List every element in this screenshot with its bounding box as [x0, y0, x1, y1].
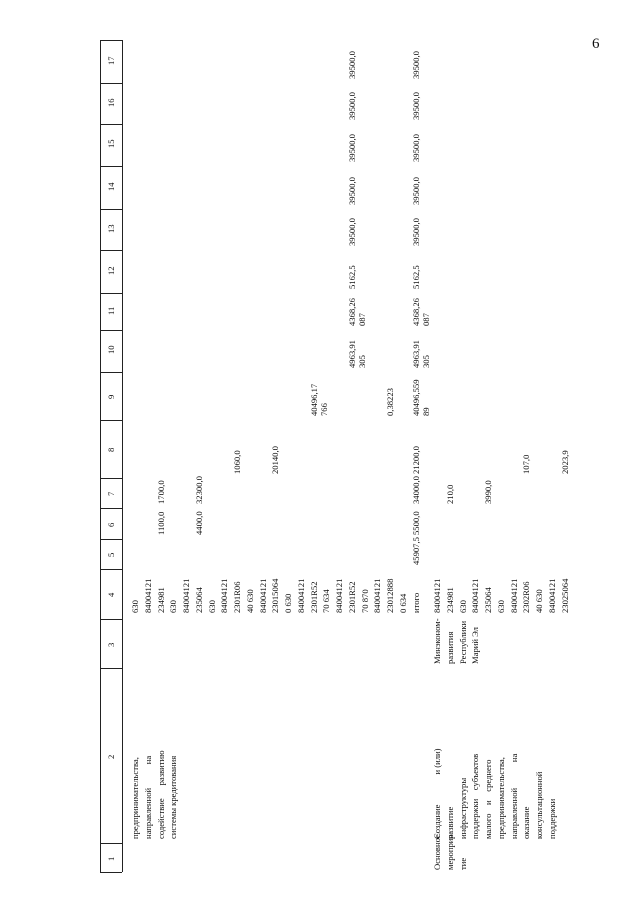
- measure-name-line: Создание и (или): [432, 748, 442, 839]
- column-rule: [100, 420, 122, 421]
- column-rule: [100, 478, 122, 479]
- column-number-15: 15: [106, 139, 116, 148]
- prev-row-name-line: направленной на: [142, 755, 153, 839]
- budget-code-line: 84004121: [508, 578, 519, 613]
- measure-name-line: поддержки: [546, 798, 557, 839]
- column-rule: [100, 166, 122, 167]
- column-rule: [100, 330, 122, 331]
- budget-code-line: 630: [457, 600, 468, 613]
- budget-value-col-17: 39500,0: [346, 51, 357, 79]
- column-number-9: 9: [106, 394, 116, 399]
- budget-value-col-7: 3990,0: [483, 480, 493, 504]
- column-number-2: 2: [106, 754, 116, 759]
- column-rule: [100, 250, 122, 251]
- measure-name-line: направленной на: [508, 753, 519, 839]
- prev-row-code-line: 84004121: [334, 578, 344, 613]
- column-number-16: 16: [106, 97, 116, 107]
- budget-code-line: 235064: [483, 587, 493, 613]
- budget-value-col-10: 4963,91 305: [410, 340, 431, 368]
- budget-code-line: 234981: [444, 587, 455, 613]
- budget-value-col-9: 0,38223: [385, 388, 395, 416]
- prev-row-name-line: системы кредитования: [168, 755, 179, 839]
- budget-value-col-6: 1100,0: [155, 511, 166, 535]
- measure-name-line: поддержки субъектов: [470, 753, 481, 839]
- prev-row-code-line: 23012888: [385, 578, 395, 613]
- page-number: 6: [592, 36, 600, 52]
- column-rule: [100, 539, 122, 540]
- budget-value-col-17: 39500,0: [410, 51, 421, 79]
- budget-value-col-8: 107,0: [521, 454, 532, 474]
- budget-code-line: 630: [495, 600, 506, 613]
- budget-code-line: 84004121: [432, 578, 442, 613]
- executor-line: Минэконом-: [432, 618, 442, 664]
- budget-value-col-9: 40496,559 89: [410, 379, 431, 416]
- budget-value-col-5: 45907,5: [410, 537, 421, 565]
- budget-code-line: 84004121: [546, 578, 557, 613]
- column-rule: [100, 619, 122, 620]
- column-rule: [100, 372, 122, 373]
- column-number-10: 10: [106, 345, 116, 354]
- budget-value-col-16: 39500,0: [410, 92, 421, 120]
- column-rule: [100, 508, 122, 509]
- budget-value-col-16: 39500,0: [346, 92, 357, 120]
- budget-value-col-12: 5162,5: [410, 265, 421, 289]
- budget-value-col-15: 39500,0: [346, 134, 357, 162]
- prev-row-code-line: 0 630: [283, 593, 293, 613]
- column-number-6: 6: [106, 522, 116, 527]
- measure-name-line: инфраструктуры: [457, 777, 468, 839]
- prev-row-name-line: предпринимательства,: [130, 757, 140, 839]
- measure-type-line: мероприя-: [444, 831, 455, 870]
- column-number-7: 7: [106, 491, 116, 496]
- column-number-1: 1: [106, 856, 116, 861]
- budget-value-col-8: 20140,0: [270, 446, 281, 474]
- column-number-11: 11: [106, 306, 116, 315]
- prev-row-name-line: содействие развитию: [155, 750, 166, 839]
- measure-name-line: развитие: [444, 806, 455, 839]
- budget-value-col-6: 5500,0: [410, 511, 421, 535]
- column-number-3: 3: [106, 642, 116, 647]
- measure-type-line: тие: [457, 857, 468, 870]
- column-rule: [100, 569, 122, 570]
- budget-value-col-8: 1060,0: [232, 450, 242, 474]
- executor-line: Марий Эл: [470, 627, 481, 664]
- prev-row-code-line: 235064: [193, 587, 204, 613]
- prev-row-code-line: итого: [410, 592, 421, 613]
- column-number-12: 12: [106, 265, 116, 275]
- budget-value-col-10: 4963,91 305: [346, 340, 367, 368]
- measure-name-line: предпринимательства,: [495, 757, 506, 839]
- budget-value-col-8: 2023,9: [559, 450, 570, 474]
- column-number-8: 8: [106, 447, 116, 452]
- prev-row-code-line: 70 634: [321, 589, 332, 613]
- budget-value-col-11: 4368,26 087: [410, 298, 431, 326]
- prev-row-code-line: 2301R06: [232, 581, 242, 613]
- column-number-13: 13: [106, 223, 116, 233]
- prev-row-code-line: 630: [168, 600, 179, 613]
- budget-value-col-6: 4400,0: [193, 511, 204, 535]
- column-rule: [100, 668, 122, 669]
- prev-row-code-line: 630: [130, 600, 140, 613]
- prev-row-code-line: 84004121: [181, 578, 191, 613]
- prev-row-code-line: 2301R52: [308, 581, 319, 613]
- budget-code-line: 84004121: [470, 578, 481, 613]
- prev-row-code-line: 70 870: [359, 589, 370, 613]
- measure-name-line: консультационной: [534, 771, 544, 839]
- budget-code-line: 23025064: [559, 578, 570, 613]
- budget-value-col-8: 21200,0: [410, 446, 421, 474]
- budget-code-line: 2302R06: [521, 581, 532, 613]
- column-rule: [100, 124, 122, 125]
- measure-type-line: Основное: [432, 834, 442, 870]
- column-rule: [100, 872, 122, 873]
- column-number-14: 14: [106, 181, 116, 191]
- budget-value-col-7: 1700,0: [155, 480, 166, 504]
- column-rule: [100, 843, 122, 844]
- column-number-17: 17: [106, 55, 116, 65]
- budget-value-col-13: 39500,0: [346, 218, 357, 246]
- prev-row-code-line: 234981: [155, 587, 166, 613]
- budget-value-col-9: 40496,17 766: [308, 383, 329, 416]
- executor-line: Республики: [457, 620, 468, 664]
- prev-row-code-line: 84004121: [142, 578, 153, 613]
- budget-value-col-14: 39500,0: [346, 177, 357, 205]
- table-frame-line: [100, 40, 101, 872]
- column-rule: [100, 293, 122, 294]
- budget-value-col-13: 39500,0: [410, 218, 421, 246]
- column-rule: [100, 209, 122, 210]
- column-rule: [100, 40, 122, 41]
- budget-value-col-7: 32300,0: [193, 476, 204, 504]
- budget-code-line: 40 630: [534, 589, 544, 613]
- prev-row-code-line: 84004121: [219, 578, 230, 613]
- measure-name-line: оказание: [521, 806, 532, 839]
- prev-row-code-line: 84004121: [295, 578, 306, 613]
- prev-row-code-line: 84004121: [257, 578, 268, 613]
- measure-name-line: малого и среднего: [483, 759, 493, 839]
- budget-value-col-15: 39500,0: [410, 134, 421, 162]
- prev-row-code-line: 23015064: [270, 578, 281, 613]
- budget-value-col-7: 210,0: [444, 484, 455, 504]
- prev-row-code-line: 630: [206, 600, 217, 613]
- column-number-5: 5: [106, 552, 116, 557]
- table-frame-line: [122, 40, 123, 872]
- prev-row-code-line: 84004121: [372, 578, 383, 613]
- executor-line: развития: [444, 631, 455, 664]
- column-number-4: 4: [106, 592, 116, 597]
- budget-value-col-11: 4368,26 087: [346, 298, 367, 326]
- prev-row-code-line: 40 630: [244, 589, 255, 613]
- budget-value-col-14: 39500,0: [410, 177, 421, 205]
- column-rule: [100, 83, 122, 84]
- prev-row-code-line: 0 634: [397, 593, 408, 613]
- budget-value-col-7: 34000,0: [410, 476, 421, 504]
- prev-row-code-line: 2301R52: [346, 581, 357, 613]
- budget-value-col-12: 5162,5: [346, 265, 357, 289]
